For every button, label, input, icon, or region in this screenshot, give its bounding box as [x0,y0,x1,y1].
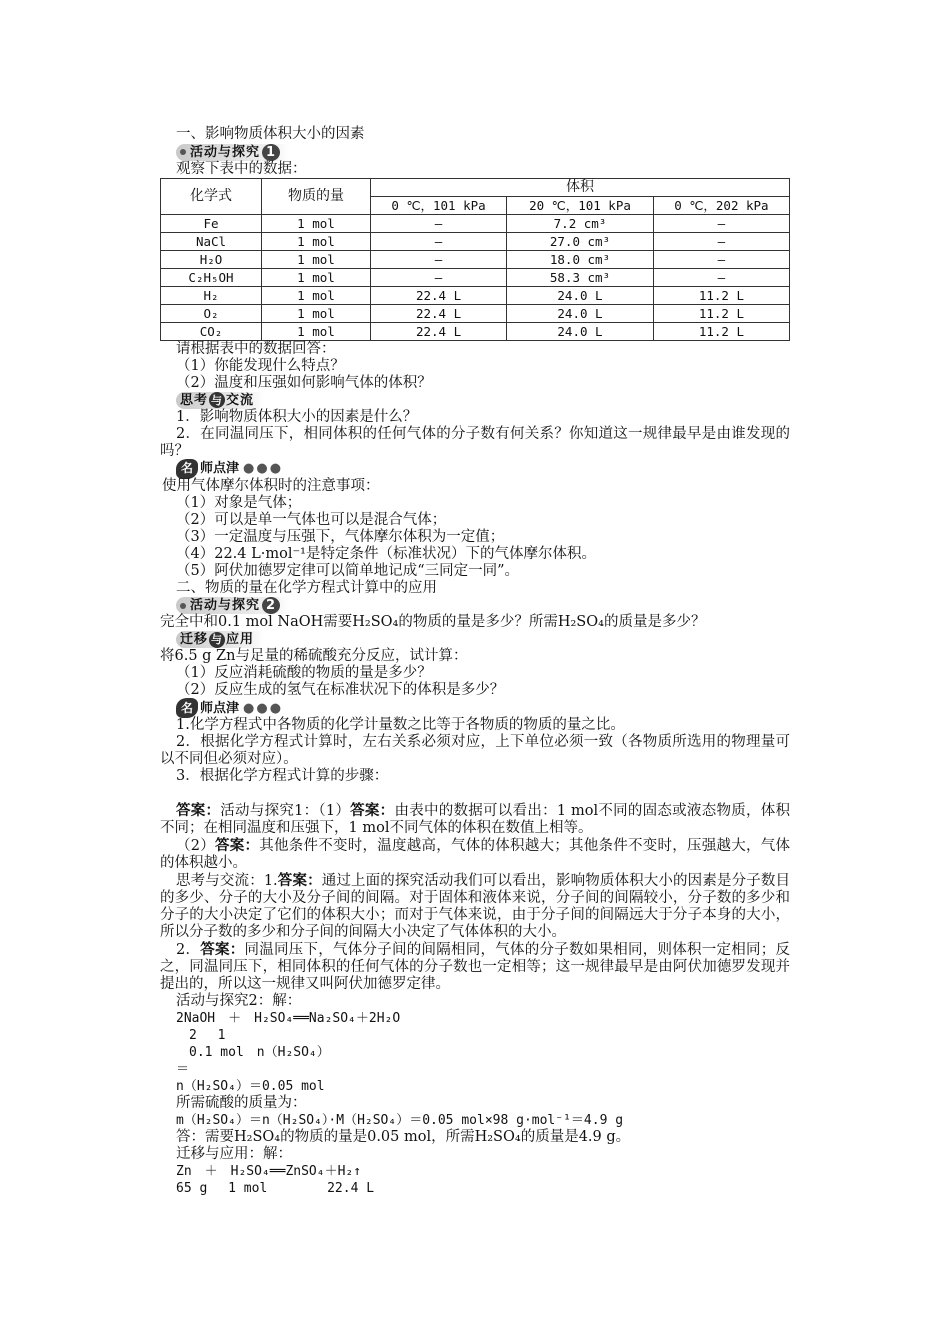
calc3-values: 65 g 1 mol 22.4 L [176,1181,375,1196]
answer-1-text: 由表中的数据可以看出：1 mol不同的固态或液态物质，体积不同；在相同温度和压强下，1 mol不同气体的体积在数值上相等。 [160,803,791,836]
answer-label: 答案： [277,872,322,889]
table-cell-v2: 24.0 L [507,286,654,304]
table-cell-f: H₂ [161,286,262,304]
answer-3 [160,872,790,941]
banner-label-a: 思考 [180,392,209,408]
banner-number: 1 [262,144,280,161]
calc2-mass-intro: 所需硫酸的质量为： [176,1095,307,1111]
calc3-equation: Zn ＋ H₂SO₄══ZnSO₄＋H₂↑ [176,1164,362,1179]
table-row [161,268,790,286]
header-cond-2: 20 ℃，101 kPa [507,196,654,214]
table-cell-v1: — [371,268,507,286]
table-cell-n: 1 mol [262,268,371,286]
tip-2: 2．根据化学方程式计算时，左右关系必须对应，上下单位必须一致（各物质所选用的物理量可以不同但必须对应）。 [160,734,790,767]
observe-text: 观察下表中的数据： [176,160,307,177]
answer-label: 答案： [214,837,260,854]
calc2-values: 0.1 mol n（H₂SO₄） [176,1045,330,1060]
apply-question-2: （2）反应生成的氢气在标准状况下的体积是多少？ [176,682,505,698]
table-cell-v1: 22.4 L [371,304,507,322]
calc2-title: 活动与探究2：解： [176,993,302,1009]
apply-question-1: （1）反应消耗硫酸的物质的量是多少？ [176,665,432,681]
dots-icon: ●●● [243,461,284,476]
calc2-mass: m（H₂SO₄）＝n（H₂SO₄）·M（H₂SO₄）＝0.05 mol×98 g·mol⁻¹＝4.9 g [176,1113,624,1128]
banner-label-b: 与 [211,633,224,646]
calc2-coefficients: 2 1 [176,1028,226,1043]
tip-3: 3．根据化学方程式计算的步骤： [176,768,389,784]
table-cell-v3: 11.2 L [653,322,789,340]
calc2-n: n（H₂SO₄）＝0.05 mol [176,1079,325,1094]
table-row [161,304,790,322]
section2-title: 二、物质的量在化学方程式计算中的应用 [176,579,437,596]
banner-label: 活动与探究 [190,598,261,613]
table-cell-n: 1 mol [262,304,371,322]
table-cell-v2: 24.0 L [507,322,654,340]
table-cell-v2: 7.2 cm³ [507,214,654,232]
tip-1: 1.化学方程式中各物质的化学计量数之比等于各物质的物质的量之比。 [176,717,625,733]
table-cell-f: Fe [161,214,262,232]
table-cell-v3: 11.2 L [653,304,789,322]
banner-label-b: 与 [211,393,224,407]
table-cell-n: 1 mol [262,322,371,340]
document-page [160,126,790,1197]
answer-3-text: 通过上面的探究活动我们可以看出，影响物质体积大小的因素是分子数目的多少、分子的大小及分子间的间隔。对于固体和液体来说，分子间的间隔较小，分子数的多少和分子的大小决定了它们的体积大小；而对于气体来说，由于分子间的间隔远大于分子本身的大小，所以分子数的多少和分子间的间隔大小决定了气体体积的大小。 [160,873,791,940]
banner-ming-icon: 名 [176,698,198,718]
answer-1 [160,802,790,837]
table-row [161,232,790,250]
header-amount: 物质的量 [262,178,371,214]
volume-table [160,178,790,341]
answer-4 [160,941,790,993]
answer-label: 答案： [350,802,395,819]
table-row [161,286,790,304]
note-3: （3）一定温度与压强下，气体摩尔体积为一定值； [176,528,505,545]
banner-label-a: 迁移 [180,632,209,647]
table-cell-f: C₂H₅OH [161,268,262,286]
bullet-icon [180,149,186,155]
answer-4-prefix: 2． [176,942,201,958]
answer-2-prefix: （2） [176,838,215,854]
banner-ming-icon: 名 [176,459,198,479]
banner-label: 师点津 [200,461,240,476]
note-4: （4）22.4 L·mol⁻¹是特定条件（标准状况）下的气体摩尔体积。 [176,545,596,562]
banner-label-c: 交流 [226,392,255,408]
table-cell-n: 1 mol [262,250,371,268]
banner-label: 活动与探究 [190,144,261,160]
table-row [161,322,790,340]
banner-explore-2 [176,597,290,614]
table-cell-v1: — [371,250,507,268]
banner-label-c: 应用 [226,632,255,647]
question-2: （2）温度和压强如何影响气体的体积？ [176,374,432,391]
header-cond-3: 0 ℃，202 kPa [653,196,789,214]
note-5: （5）阿伏加德罗定律可以简单地记成“三同定一同”。 [176,562,520,579]
table-cell-v3: — [653,268,789,286]
table-row [161,250,790,268]
banner-apply [176,631,264,648]
answer-2 [160,837,790,872]
think-question-2: 2．在同温同压下，相同体积的任何气体的分子数有何关系？你知道这一规律最早是由谁发现的吗？ [160,425,790,459]
table-cell-v1: 22.4 L [371,322,507,340]
banner-number: 2 [262,597,280,614]
question-1: （1）你能发现什么特点？ [176,357,345,374]
answer-2-text: 其他条件不变时，温度越高，气体的体积越大；其他条件不变时，压强越大，气体的体积越小。 [160,838,791,871]
bullet-icon [180,603,186,609]
table-cell-v2: 24.0 L [507,304,654,322]
calc2-answer: 答：需要H₂SO₄的物质的量是0.05 mol，所需H₂SO₄的质量是4.9 g。 [176,1129,631,1145]
table-cell-f: H₂O [161,250,262,268]
table-cell-v3: 11.2 L [653,286,789,304]
banner-label: 师点津 [200,700,240,716]
table-cell-v3: — [653,232,789,250]
table-cell-v1: 22.4 L [371,286,507,304]
think-question-1: 1．影响物质体积大小的因素是什么？ [176,408,418,425]
calc2-equation: 2NaOH ＋ H₂SO₄══Na₂SO₄＋2H₂O [176,1011,401,1026]
table-cell-n: 1 mol [262,286,371,304]
table-cell-f: O₂ [161,304,262,322]
answer-label: 答案： [200,941,245,958]
header-formula: 化学式 [161,178,262,214]
explore2-question: 完全中和0.1 mol NaOH需要H₂SO₄的物质的量是多少？所需H₂SO₄的质量是多少？ [160,614,706,630]
table-cell-v3: — [653,250,789,268]
answer-3-prefix: 思考与交流：1. [176,873,278,889]
banner-teacher-1 [176,460,283,478]
calc2-equals: ＝ [176,1062,190,1077]
table-row [161,214,790,232]
table-cell-n: 1 mol [262,232,371,250]
note-1: （1）对象是气体； [176,494,302,511]
table-cell-v3: — [653,214,789,232]
calc3-title: 迁移与应用：解： [176,1146,292,1162]
banner-teacher-2 [176,699,283,717]
table-cell-v2: 18.0 cm³ [507,250,654,268]
table-cell-n: 1 mol [262,214,371,232]
table-cell-f: NaCl [161,232,262,250]
banner-think [176,392,264,409]
answer-1-prefix: 活动与探究1：（1） [220,803,351,819]
header-cond-1: 0 ℃，101 kPa [371,196,507,214]
banner-explore-1 [176,144,290,161]
header-volume: 体积 [371,178,790,196]
question-intro: 请根据表中的数据回答： [176,340,336,357]
apply-intro: 将6.5 g Zn与足量的稀硫酸充分反应，试计算： [160,648,468,664]
answer-4-text: 同温同压下，气体分子间的间隔相同，气体的分子数如果相同，则体积一定相同；反之，同温同压下，相同体积的任何气体的分子数也一定相等；这一规律最早是由阿伏加德罗发现并提出的，所以这一规律又叫阿伏加德罗定律。 [160,942,791,992]
table-cell-v1: — [371,214,507,232]
table-cell-v2: 58.3 cm³ [507,268,654,286]
table-body [161,214,790,340]
table-cell-f: CO₂ [161,322,262,340]
answer-label: 答案： [176,802,221,819]
dots-icon: ●●● [243,700,284,716]
table-cell-v2: 27.0 cm³ [507,232,654,250]
note-2: （2）可以是单一气体也可以是混合气体； [176,511,447,528]
section1-title: 一、影响物质体积大小的因素 [176,126,365,142]
table-cell-v1: — [371,232,507,250]
notes-title: 使用气体摩尔体积时的注意事项： [162,477,380,494]
